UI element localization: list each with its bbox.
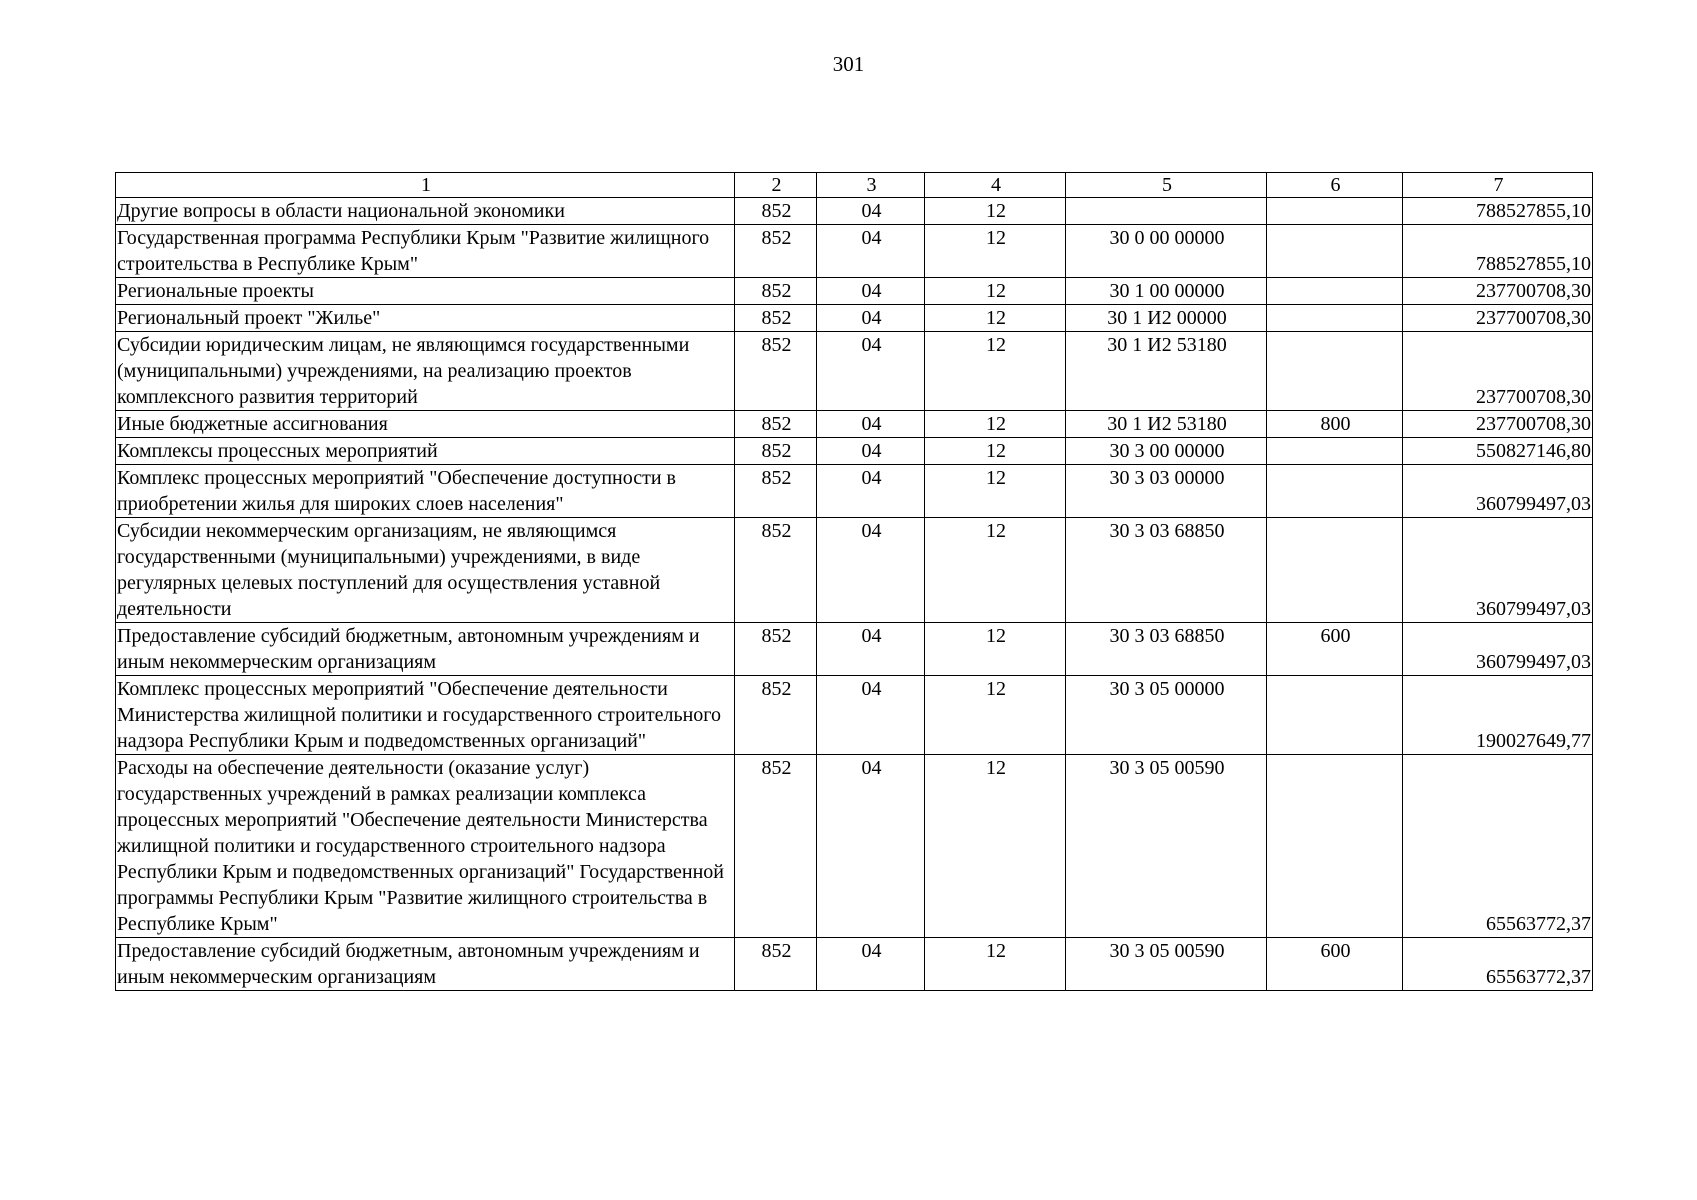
row-expense-type: 600 xyxy=(1267,938,1403,991)
row-target-code: 30 1 И2 53180 xyxy=(1066,411,1267,438)
row-target-code: 30 3 05 00000 xyxy=(1066,676,1267,755)
row-subsection: 12 xyxy=(925,411,1066,438)
row-amount: 360799497,03 xyxy=(1403,465,1593,518)
row-amount: 237700708,30 xyxy=(1403,278,1593,305)
row-grbs: 852 xyxy=(735,332,817,411)
row-expense-type: 600 xyxy=(1267,623,1403,676)
column-number: 1 xyxy=(116,173,735,198)
table-row xyxy=(116,225,1593,278)
row-name: Субсидии некоммерческим организациям, не являющимся государственными (муниципальными) учреждениями, в виде регулярных целевых поступлений для осуществления уставной деятельности xyxy=(116,518,735,623)
row-expense-type xyxy=(1267,438,1403,465)
table-row xyxy=(116,465,1593,518)
column-number-row xyxy=(116,173,1593,198)
row-expense-type xyxy=(1267,518,1403,623)
row-target-code: 30 1 И2 53180 xyxy=(1066,332,1267,411)
row-grbs: 852 xyxy=(735,198,817,225)
row-section: 04 xyxy=(817,623,925,676)
row-expense-type xyxy=(1267,198,1403,225)
row-expense-type xyxy=(1267,755,1403,938)
table-row xyxy=(116,198,1593,225)
row-target-code: 30 0 00 00000 xyxy=(1066,225,1267,278)
row-subsection: 12 xyxy=(925,332,1066,411)
row-grbs: 852 xyxy=(735,225,817,278)
table-row xyxy=(116,938,1593,991)
row-subsection: 12 xyxy=(925,278,1066,305)
row-name: Государственная программа Республики Крым "Развитие жилищного строительства в Республике Крым" xyxy=(116,225,735,278)
row-grbs: 852 xyxy=(735,278,817,305)
row-amount: 190027649,77 xyxy=(1403,676,1593,755)
table-body xyxy=(116,173,1593,991)
row-amount: 237700708,30 xyxy=(1403,332,1593,411)
row-subsection: 12 xyxy=(925,198,1066,225)
row-target-code: 30 1 И2 00000 xyxy=(1066,305,1267,332)
column-number: 2 xyxy=(735,173,817,198)
row-grbs: 852 xyxy=(735,755,817,938)
row-amount: 788527855,10 xyxy=(1403,225,1593,278)
row-expense-type xyxy=(1267,225,1403,278)
row-section: 04 xyxy=(817,938,925,991)
row-amount: 237700708,30 xyxy=(1403,305,1593,332)
row-name: Расходы на обеспечение деятельности (оказание услуг) государственных учреждений в рамках реализации комплекса процессных мероприятий "Обеспечение деятельности Министерства жилищной политики и государственного строительного надзора Республики Крым и подведомственных организаций" Государственной программы Республики Крым "Развитие жилищного строительства в Республике Крым" xyxy=(116,755,735,938)
row-target-code: 30 3 03 68850 xyxy=(1066,623,1267,676)
row-subsection: 12 xyxy=(925,755,1066,938)
row-subsection: 12 xyxy=(925,518,1066,623)
row-expense-type: 800 xyxy=(1267,411,1403,438)
row-section: 04 xyxy=(817,332,925,411)
row-subsection: 12 xyxy=(925,623,1066,676)
row-name: Другие вопросы в области национальной экономики xyxy=(116,198,735,225)
row-section: 04 xyxy=(817,278,925,305)
column-number: 4 xyxy=(925,173,1066,198)
row-name: Иные бюджетные ассигнования xyxy=(116,411,735,438)
row-subsection: 12 xyxy=(925,465,1066,518)
row-section: 04 xyxy=(817,755,925,938)
row-target-code: 30 3 05 00590 xyxy=(1066,755,1267,938)
table-row xyxy=(116,305,1593,332)
row-grbs: 852 xyxy=(735,465,817,518)
row-target-code: 30 3 05 00590 xyxy=(1066,938,1267,991)
row-section: 04 xyxy=(817,305,925,332)
row-expense-type xyxy=(1267,278,1403,305)
row-name: Комплекс процессных мероприятий "Обеспечение доступности в приобретении жилья для широких слоев населения" xyxy=(116,465,735,518)
row-expense-type xyxy=(1267,676,1403,755)
row-subsection: 12 xyxy=(925,938,1066,991)
row-amount: 360799497,03 xyxy=(1403,518,1593,623)
column-number: 7 xyxy=(1403,173,1593,198)
row-grbs: 852 xyxy=(735,438,817,465)
column-number: 6 xyxy=(1267,173,1403,198)
row-grbs: 852 xyxy=(735,676,817,755)
row-section: 04 xyxy=(817,676,925,755)
row-expense-type xyxy=(1267,332,1403,411)
row-name: Предоставление субсидий бюджетным, автономным учреждениям и иным некоммерческим организациям xyxy=(116,938,735,991)
row-section: 04 xyxy=(817,465,925,518)
row-amount: 550827146,80 xyxy=(1403,438,1593,465)
row-grbs: 852 xyxy=(735,518,817,623)
row-grbs: 852 xyxy=(735,938,817,991)
row-name: Предоставление субсидий бюджетным, автономным учреждениям и иным некоммерческим организациям xyxy=(116,623,735,676)
row-name: Субсидии юридическим лицам, не являющимся государственными (муниципальными) учреждениями, на реализацию проектов комплексного развития территорий xyxy=(116,332,735,411)
column-number: 5 xyxy=(1066,173,1267,198)
row-subsection: 12 xyxy=(925,438,1066,465)
row-grbs: 852 xyxy=(735,411,817,438)
row-name: Региональные проекты xyxy=(116,278,735,305)
table-row xyxy=(116,623,1593,676)
row-amount: 788527855,10 xyxy=(1403,198,1593,225)
row-amount: 65563772,37 xyxy=(1403,755,1593,938)
row-section: 04 xyxy=(817,225,925,278)
row-target-code xyxy=(1066,198,1267,225)
row-target-code: 30 1 00 00000 xyxy=(1066,278,1267,305)
row-amount: 237700708,30 xyxy=(1403,411,1593,438)
table-row xyxy=(116,332,1593,411)
row-section: 04 xyxy=(817,438,925,465)
row-amount: 360799497,03 xyxy=(1403,623,1593,676)
row-subsection: 12 xyxy=(925,676,1066,755)
row-target-code: 30 3 03 68850 xyxy=(1066,518,1267,623)
row-name: Комплексы процессных мероприятий xyxy=(116,438,735,465)
row-section: 04 xyxy=(817,198,925,225)
budget-table xyxy=(115,172,1593,991)
row-target-code: 30 3 00 00000 xyxy=(1066,438,1267,465)
row-subsection: 12 xyxy=(925,305,1066,332)
row-grbs: 852 xyxy=(735,623,817,676)
column-number: 3 xyxy=(817,173,925,198)
table-row xyxy=(116,411,1593,438)
row-section: 04 xyxy=(817,518,925,623)
page-number: 301 xyxy=(832,52,865,76)
table-row xyxy=(116,676,1593,755)
table-row xyxy=(116,278,1593,305)
row-name: Региональный проект "Жилье" xyxy=(116,305,735,332)
row-subsection: 12 xyxy=(925,225,1066,278)
row-target-code: 30 3 03 00000 xyxy=(1066,465,1267,518)
table-row xyxy=(116,438,1593,465)
row-amount: 65563772,37 xyxy=(1403,938,1593,991)
row-section: 04 xyxy=(817,411,925,438)
row-expense-type xyxy=(1267,305,1403,332)
row-expense-type xyxy=(1267,465,1403,518)
table-row xyxy=(116,518,1593,623)
table-row xyxy=(116,755,1593,938)
row-grbs: 852 xyxy=(735,305,817,332)
row-name: Комплекс процессных мероприятий "Обеспечение деятельности Министерства жилищной политики и государственного строительного надзора Республики Крым и подведомственных организаций" xyxy=(116,676,735,755)
